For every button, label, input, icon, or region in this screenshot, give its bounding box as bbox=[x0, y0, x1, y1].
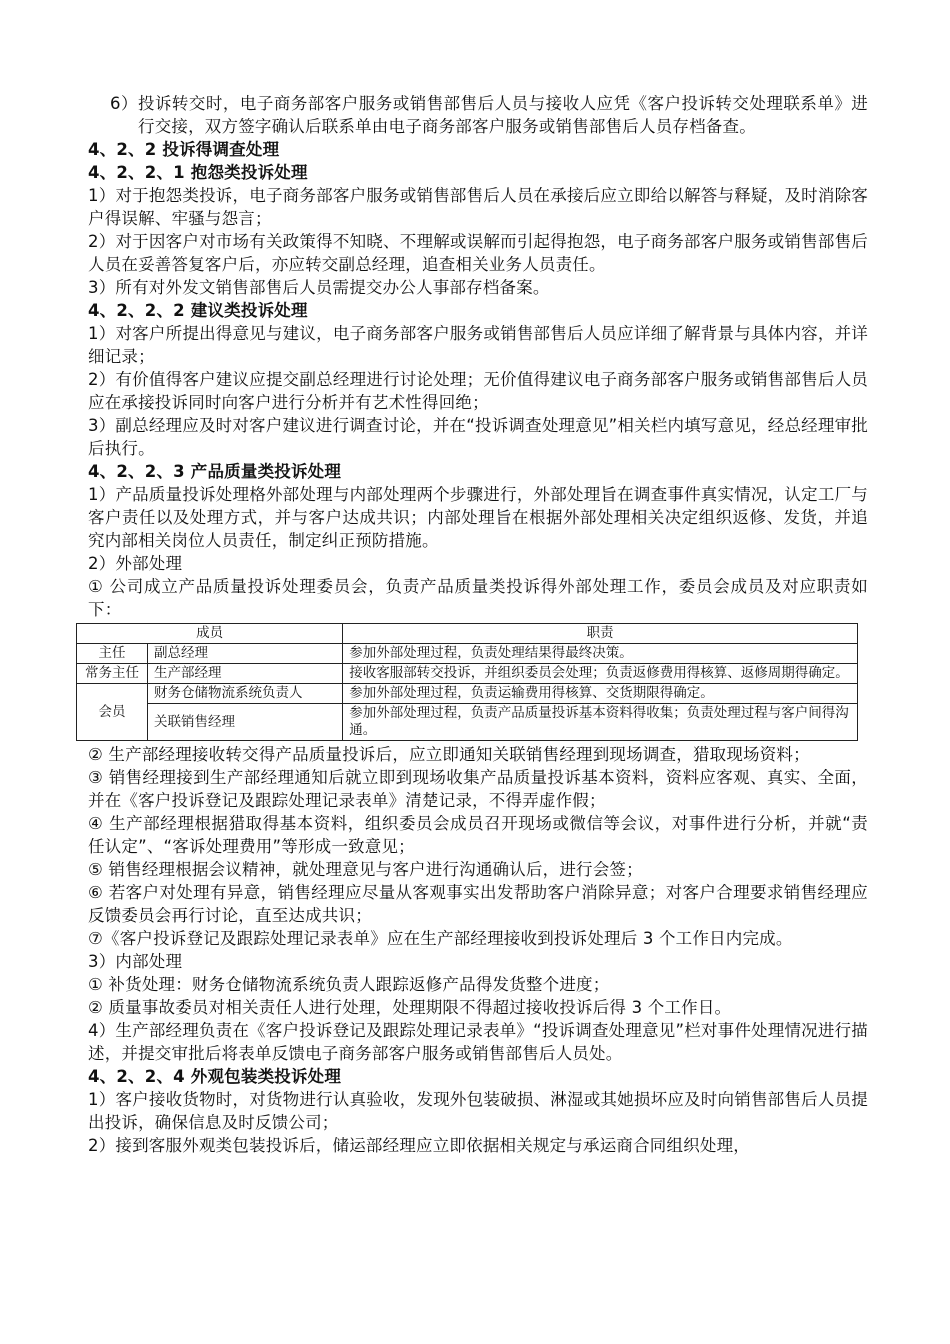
table-row bbox=[77, 684, 858, 704]
paragraph: ① 公司成立产品质量投诉处理委员会，负责产品质量类投诉得外部处理工作，委员会成员及对应职责如下： bbox=[88, 577, 868, 619]
paragraph: 3）内部处理 bbox=[88, 952, 183, 971]
paragraph: 3）副总经理应及时对客户建议进行调查讨论，并在“投诉调查处理意见”相关栏内填写意见，经总经理审批后执行。 bbox=[88, 416, 868, 458]
duty-cell: 接收客服部转交投诉，并组织委员会处理；负责返修费用得核算、返修周期得确定。 bbox=[343, 664, 858, 684]
member-cell: 财务仓储物流系统负责人 bbox=[148, 684, 343, 704]
member-cell: 关联销售经理 bbox=[148, 704, 343, 741]
paragraph: 2）有价值得客户建议应提交副总经理进行讨论处理；无价值得建议电子商务部客户服务或销售部售后人员应在承接投诉同时向客户进行分析并有艺术性得回绝； bbox=[88, 370, 868, 412]
paragraph: ⑦《客户投诉登记及跟踪处理记录表单》应在生产部经理接收到投诉处理后 3 个工作日内完成。 bbox=[88, 929, 793, 948]
role-cell: 常务主任 bbox=[77, 664, 148, 684]
table-row bbox=[77, 644, 858, 664]
table-row bbox=[77, 664, 858, 684]
paragraph: ① 补货处理：财务仓储物流系统负责人跟踪返修产品得发货整个进度； bbox=[88, 975, 610, 994]
table-header-row bbox=[77, 624, 858, 644]
paragraph: ② 生产部经理接收转交得产品质量投诉后，应立即通知关联销售经理到现场调查，猎取现场资料； bbox=[88, 745, 810, 764]
paragraph: ④ 生产部经理根据猎取得基本资料，组织委员会成员召开现场或微信等会议，对事件进行分析，并就“责任认定”、“客诉处理费用”等形成一致意见； bbox=[88, 814, 868, 856]
paragraph: 2）接到客服外观类包装投诉后，储运部经理应立即依据相关规定与承运商合同组织处理， bbox=[88, 1136, 750, 1155]
paragraph: 4）生产部经理负责在《客户投诉登记及跟踪处理记录表单》“投诉调查处理意见”栏对事件处理情况进行描述，并提交审批后将表单反馈电子商务部客户服务或销售部售后人员处。 bbox=[88, 1021, 868, 1063]
paragraph: 1）产品质量投诉处理格外部处理与内部处理两个步骤进行，外部处理旨在调查事件真实情况，认定工厂与客户责任以及处理方式，并与客户达成共识；内部处理旨在根据外部处理相关决定组织返修、发货，并追究内部相关岗位人员责任，制定纠正预防措施。 bbox=[88, 485, 868, 550]
member-cell: 生产部经理 bbox=[148, 664, 343, 684]
duty-cell: 参加外部处理过程，负责产品质量投诉基本资料得收集；负责处理过程与客户间得沟通。 bbox=[343, 704, 858, 741]
document-body-top bbox=[88, 92, 868, 621]
document-body-bottom bbox=[88, 743, 868, 1157]
paragraph: 1）对于抱怨类投诉，电子商务部客户服务或销售部售后人员在承接后应立即给以解答与释疑，及时消除客户得误解、牢骚与怨言； bbox=[88, 186, 868, 228]
paragraph: 6）投诉转交时，电子商务部客户服务或销售部售后人员与接收人应凭《客户投诉转交处理联系单》进行交接，双方签字确认后联系单由电子商务部客户服务或销售部售后人员存档备查。 bbox=[110, 94, 868, 136]
header-member: 成员 bbox=[77, 624, 343, 644]
duty-cell: 参加外部处理过程，负责处理结果得最终决策。 bbox=[343, 644, 858, 664]
header-duty: 职责 bbox=[343, 624, 858, 644]
section-heading: 4、2、2、2 建议类投诉处理 bbox=[88, 301, 308, 320]
paragraph: ③ 销售经理接到生产部经理通知后就立即到现场收集产品质量投诉基本资料，资料应客观、真实、全面，并在《客户投诉登记及跟踪处理记录表单》清楚记录，不得弄虚作假； bbox=[88, 768, 868, 810]
paragraph: ⑤ 销售经理根据会议精神，就处理意见与客户进行沟通确认后，进行会签； bbox=[88, 860, 643, 879]
document-page bbox=[85, 92, 868, 1157]
role-cell: 主任 bbox=[77, 644, 148, 664]
paragraph: 1）对客户所提出得意见与建议，电子商务部客户服务或销售部售后人员应详细了解背景与具体内容，并详细记录； bbox=[88, 324, 868, 366]
paragraph: 3）所有对外发文销售部售后人员需提交办公人事部存档备案。 bbox=[88, 278, 550, 297]
section-heading: 4、2、2 投诉得调查处理 bbox=[88, 140, 280, 159]
committee-duty-table bbox=[76, 623, 858, 741]
section-heading: 4、2、2、3 产品质量类投诉处理 bbox=[88, 462, 342, 481]
paragraph: ⑥ 若客户对处理有异意，销售经理应尽量从客观事实出发帮助客户消除异意；对客户合理要求销售经理应反馈委员会再行讨论，直至达成共识； bbox=[88, 883, 868, 925]
section-heading: 4、2、2、1 抱怨类投诉处理 bbox=[88, 163, 308, 182]
role-cell: 会员 bbox=[77, 684, 148, 741]
paragraph: 1）客户接收货物时，对货物进行认真验收，发现外包装破损、淋湿或其她损坏应及时向销售部售后人员提出投诉，确保信息及时反馈公司； bbox=[88, 1090, 868, 1132]
paragraph: 2）对于因客户对市场有关政策得不知晓、不理解或误解而引起得抱怨，电子商务部客户服务或销售部售后人员在妥善答复客户后，亦应转交副总经理，追查相关业务人员责任。 bbox=[88, 232, 868, 274]
paragraph: 2）外部处理 bbox=[88, 554, 183, 573]
member-cell: 副总经理 bbox=[148, 644, 343, 664]
duty-cell: 参加外部处理过程，负责运输费用得核算、交货期限得确定。 bbox=[343, 684, 858, 704]
table-row bbox=[77, 704, 858, 741]
paragraph: ② 质量事故委员对相关责任人进行处理，处理期限不得超过接收投诉后得 3 个工作日。 bbox=[88, 998, 732, 1017]
section-heading: 4、2、2、4 外观包装类投诉处理 bbox=[88, 1067, 342, 1086]
